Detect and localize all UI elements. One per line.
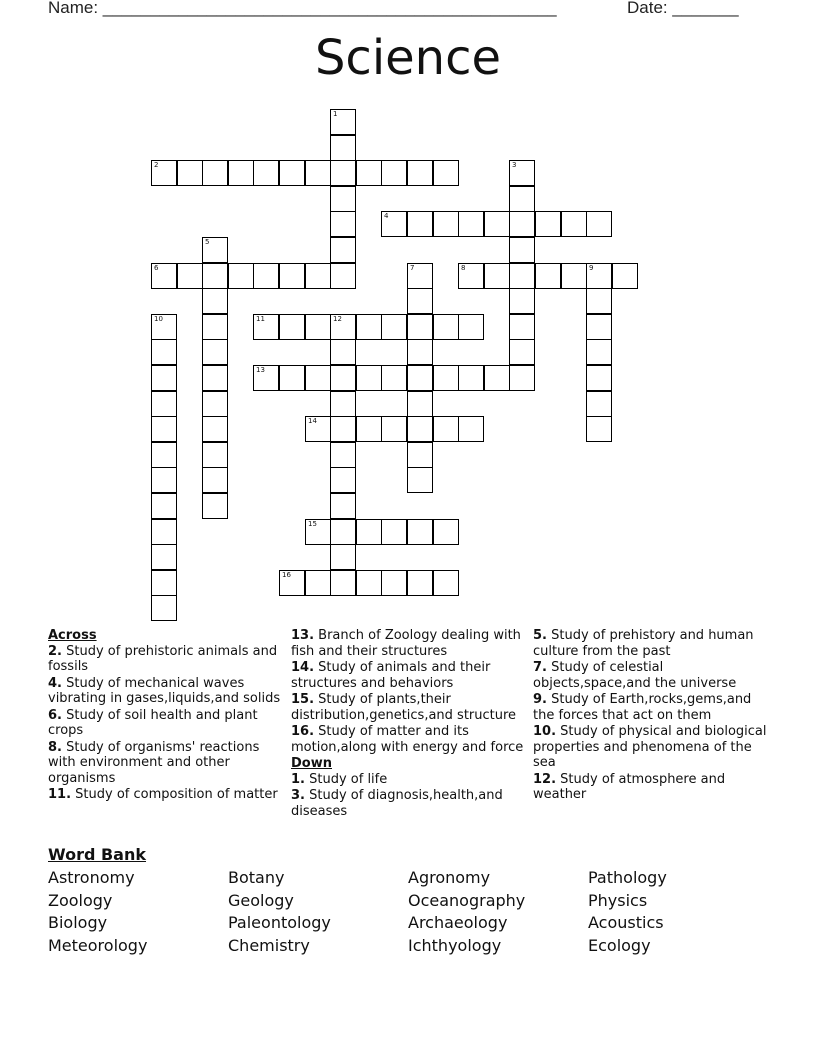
- clues-column-3: [533, 628, 769, 804]
- clue-number: 15: [308, 520, 317, 528]
- grid-cell[interactable]: [586, 339, 612, 365]
- grid-cell[interactable]: [356, 365, 382, 391]
- grid-cell[interactable]: [279, 314, 305, 340]
- word-bank-word: Physics: [588, 891, 648, 910]
- clue-number: 9: [589, 264, 594, 272]
- across-clue: [291, 628, 527, 659]
- grid-cell[interactable]: [356, 570, 382, 596]
- grid-cell[interactable]: [151, 442, 177, 468]
- grid-cell[interactable]: [509, 263, 535, 289]
- grid-cell[interactable]: [330, 186, 356, 212]
- clue-number: 6: [154, 264, 159, 272]
- clue-number: 1: [333, 110, 338, 118]
- grid-cell[interactable]: [151, 519, 177, 545]
- grid-cell[interactable]: [202, 442, 228, 468]
- down-clue: [533, 628, 769, 659]
- clue-num: 2.: [48, 643, 62, 659]
- grid-cell[interactable]: [330, 544, 356, 570]
- grid-cell[interactable]: [305, 160, 331, 186]
- grid-cell[interactable]: [381, 519, 407, 545]
- clues-column-1: [48, 628, 284, 804]
- grid-cell[interactable]: [484, 365, 510, 391]
- grid-cell[interactable]: [586, 263, 612, 289]
- grid-cell[interactable]: [202, 391, 228, 417]
- word-bank-word: Oceanography: [408, 891, 526, 910]
- grid-cell[interactable]: [407, 467, 433, 493]
- clue-text: Study of plants,their distribution,genetics,and structure: [291, 692, 517, 723]
- grid-cell[interactable]: [356, 416, 382, 442]
- grid-cell[interactable]: [330, 263, 356, 289]
- grid-cell[interactable]: [228, 160, 254, 186]
- word-bank-word: Chemistry: [228, 936, 310, 955]
- grid-cell[interactable]: [202, 160, 228, 186]
- clue-number: 14: [308, 417, 317, 425]
- grid-cell[interactable]: [381, 314, 407, 340]
- grid-cell[interactable]: [458, 314, 484, 340]
- clue-text: Study of mechanical waves vibrating in gases,liquids,and solids: [48, 675, 281, 706]
- across-clue: [291, 660, 527, 691]
- across-clue: [48, 644, 284, 675]
- word-bank-word: Ichthyology: [408, 936, 502, 955]
- grid-cell[interactable]: [484, 211, 510, 237]
- word-bank-word: Botany: [228, 868, 285, 887]
- clue-num: 14.: [291, 660, 315, 675]
- grid-cell[interactable]: [253, 263, 279, 289]
- grid-cell[interactable]: [381, 160, 407, 186]
- grid-cell[interactable]: [433, 365, 459, 391]
- clue-text: Study of prehistory and human culture from the past: [533, 628, 754, 659]
- grid-cell[interactable]: [279, 263, 305, 289]
- clue-num: 13.: [291, 628, 315, 643]
- clue-num: 11.: [48, 787, 72, 802]
- word-bank-word: Pathology: [588, 868, 667, 887]
- clue-num: 10.: [533, 724, 557, 739]
- clues-column-2: [291, 628, 527, 820]
- grid-cell[interactable]: [330, 570, 356, 596]
- grid-cell[interactable]: [433, 416, 459, 442]
- grid-cell[interactable]: [586, 288, 612, 314]
- grid-cell[interactable]: [356, 519, 382, 545]
- clue-number: 5: [205, 238, 210, 246]
- clue-text: Study of atmosphere and weather: [533, 771, 726, 802]
- across-clue: [291, 724, 527, 755]
- grid-cell[interactable]: [330, 416, 356, 442]
- clue-num: 5.: [533, 628, 547, 643]
- word-bank-word: Agronomy: [408, 868, 491, 887]
- clue-text: Study of matter and its motion,along with energy and force: [291, 724, 524, 755]
- word-bank-word: Paleontology: [228, 913, 331, 932]
- grid-cell[interactable]: [177, 263, 203, 289]
- grid-cell[interactable]: [458, 416, 484, 442]
- grid-cell[interactable]: [509, 314, 535, 340]
- grid-cell[interactable]: [202, 263, 228, 289]
- clue-text: Branch of Zoology dealing with fish and their structures: [291, 628, 521, 659]
- grid-cell[interactable]: [177, 160, 203, 186]
- clue-text: Study of prehistoric animals and fossils: [48, 643, 278, 674]
- grid-cell[interactable]: [279, 160, 305, 186]
- grid-cell[interactable]: [202, 288, 228, 314]
- clue-number: 2: [154, 161, 159, 169]
- clue-number: 3: [512, 161, 517, 169]
- grid-cell[interactable]: [151, 160, 177, 186]
- grid-cell[interactable]: [509, 237, 535, 263]
- grid-cell[interactable]: [151, 391, 177, 417]
- grid-cell[interactable]: [202, 314, 228, 340]
- across-clue: [48, 676, 284, 707]
- word-bank-word: Astronomy: [48, 868, 135, 887]
- grid-cell[interactable]: [407, 570, 433, 596]
- grid-cell[interactable]: [433, 160, 459, 186]
- grid-cell[interactable]: [407, 263, 433, 289]
- grid-cell[interactable]: [279, 570, 305, 596]
- grid-cell[interactable]: [561, 211, 587, 237]
- grid-cell[interactable]: [433, 519, 459, 545]
- grid-cell[interactable]: [433, 314, 459, 340]
- clue-text: Study of life: [304, 771, 388, 787]
- down-clue: [291, 788, 527, 819]
- clue-num: 6.: [48, 707, 62, 723]
- across-clue: [48, 787, 284, 803]
- clue-num: 16.: [291, 724, 315, 739]
- grid-cell[interactable]: [407, 442, 433, 468]
- grid-cell[interactable]: [305, 314, 331, 340]
- down-clue: [533, 724, 769, 771]
- clue-number: 13: [256, 366, 265, 374]
- clue-num: 8.: [48, 739, 62, 755]
- clue-number: 4: [384, 212, 389, 220]
- grid-cell[interactable]: [407, 339, 433, 365]
- grid-cell[interactable]: [305, 570, 331, 596]
- grid-cell[interactable]: [330, 391, 356, 417]
- word-bank-word: Acoustics: [588, 913, 664, 932]
- grid-cell[interactable]: [253, 365, 279, 391]
- clue-num: 3.: [291, 788, 305, 803]
- grid-cell[interactable]: [330, 339, 356, 365]
- grid-cell[interactable]: [407, 211, 433, 237]
- grid-cell[interactable]: [330, 135, 356, 161]
- clue-text: Study of celestial objects,space,and the universe: [533, 660, 737, 691]
- down-clue: [533, 772, 769, 803]
- word-bank-word: Zoology: [48, 891, 113, 910]
- grid-cell[interactable]: [253, 160, 279, 186]
- word-bank-word: Archaeology: [408, 913, 508, 932]
- grid-cell[interactable]: [407, 288, 433, 314]
- word-bank-word: Biology: [48, 913, 108, 932]
- grid-cell[interactable]: [305, 519, 331, 545]
- grid-cell[interactable]: [509, 339, 535, 365]
- grid-cell[interactable]: [330, 467, 356, 493]
- down-clue: [533, 660, 769, 691]
- grid-cell[interactable]: [381, 365, 407, 391]
- grid-cell[interactable]: [151, 570, 177, 596]
- clue-number: 8: [461, 264, 466, 272]
- grid-cell[interactable]: [228, 263, 254, 289]
- grid-cell[interactable]: [381, 570, 407, 596]
- grid-cell[interactable]: [509, 288, 535, 314]
- clue-number: 7: [410, 264, 415, 272]
- word-bank-word: Ecology: [588, 936, 651, 955]
- clue-number: 12: [333, 315, 342, 323]
- clue-text: Study of organisms' reactions with environment and other organisms: [48, 739, 260, 786]
- grid-cell[interactable]: [202, 339, 228, 365]
- grid-cell[interactable]: [586, 365, 612, 391]
- grid-cell[interactable]: [305, 263, 331, 289]
- grid-cell[interactable]: [586, 416, 612, 442]
- word-bank-title: Word Bank: [48, 845, 147, 864]
- grid-cell[interactable]: [561, 263, 587, 289]
- clue-text: Study of animals and their structures and behaviors: [291, 660, 491, 691]
- grid-cell[interactable]: [151, 263, 177, 289]
- grid-cell[interactable]: [535, 263, 561, 289]
- down-clue: [291, 772, 527, 788]
- grid-cell[interactable]: [279, 365, 305, 391]
- grid-cell[interactable]: [509, 365, 535, 391]
- clue-num: 4.: [48, 675, 62, 691]
- clue-num: 7.: [533, 660, 547, 675]
- clue-num: 12.: [533, 771, 557, 787]
- grid-cell[interactable]: [202, 493, 228, 519]
- grid-cell[interactable]: [202, 237, 228, 263]
- across-clue: [48, 740, 284, 787]
- word-bank-word: Geology: [228, 891, 294, 910]
- grid-cell[interactable]: [151, 467, 177, 493]
- clue-number: 11: [256, 315, 265, 323]
- grid-cell[interactable]: [458, 263, 484, 289]
- grid-cell[interactable]: [305, 416, 331, 442]
- grid-cell[interactable]: [586, 211, 612, 237]
- grid-cell[interactable]: [407, 314, 433, 340]
- grid-cell[interactable]: [484, 263, 510, 289]
- clue-text: Study of Earth,rocks,gems,and the forces that act on them: [533, 692, 752, 723]
- puzzle-title: Science: [314, 30, 502, 86]
- grid-cell[interactable]: [407, 519, 433, 545]
- grid-cell[interactable]: [330, 365, 356, 391]
- grid-cell[interactable]: [356, 160, 382, 186]
- grid-cell[interactable]: [381, 416, 407, 442]
- across-clue: [291, 692, 527, 723]
- name-line[interactable]: Name: ________________________________________________: [48, 0, 557, 17]
- grid-cell[interactable]: [509, 186, 535, 212]
- grid-cell[interactable]: [612, 263, 638, 289]
- grid-cell[interactable]: [433, 570, 459, 596]
- across-clue: [48, 708, 284, 739]
- grid-cell[interactable]: [381, 211, 407, 237]
- grid-cell[interactable]: [586, 314, 612, 340]
- grid-cell[interactable]: [407, 365, 433, 391]
- grid-cell[interactable]: [330, 519, 356, 545]
- grid-cell[interactable]: [433, 211, 459, 237]
- grid-cell[interactable]: [151, 339, 177, 365]
- grid-cell[interactable]: [330, 237, 356, 263]
- grid-cell[interactable]: [253, 314, 279, 340]
- grid-cell[interactable]: [407, 391, 433, 417]
- clue-number: 16: [282, 571, 291, 579]
- grid-cell[interactable]: [151, 416, 177, 442]
- grid-cell[interactable]: [407, 416, 433, 442]
- grid-cell[interactable]: [151, 544, 177, 570]
- grid-cell[interactable]: [202, 467, 228, 493]
- date-line[interactable]: Date: _______: [627, 0, 739, 17]
- grid-cell[interactable]: [151, 595, 177, 621]
- down-clue: [533, 692, 769, 723]
- grid-cell[interactable]: [535, 211, 561, 237]
- grid-cell[interactable]: [330, 493, 356, 519]
- grid-cell[interactable]: [330, 109, 356, 135]
- down-heading: Down: [291, 756, 332, 771]
- grid-cell[interactable]: [330, 442, 356, 468]
- clue-num: 15.: [291, 692, 315, 707]
- grid-cell[interactable]: [458, 211, 484, 237]
- clue-text: Study of physical and biological properties and phenomena of the sea: [533, 724, 767, 770]
- grid-cell[interactable]: [356, 314, 382, 340]
- clue-num: 9.: [533, 692, 547, 707]
- grid-cell[interactable]: [305, 365, 331, 391]
- grid-cell[interactable]: [151, 314, 177, 340]
- grid-cell[interactable]: [202, 365, 228, 391]
- grid-cell[interactable]: [458, 365, 484, 391]
- clue-text: Study of composition of matter: [71, 787, 278, 802]
- clue-num: 1.: [291, 771, 305, 787]
- grid-cell[interactable]: [330, 211, 356, 237]
- grid-cell[interactable]: [407, 160, 433, 186]
- word-bank-word: Meteorology: [48, 936, 148, 955]
- grid-cell[interactable]: [151, 365, 177, 391]
- clue-text: Study of soil health and plant crops: [48, 707, 258, 738]
- clue-number: 10: [154, 315, 163, 323]
- grid-cell[interactable]: [586, 391, 612, 417]
- across-heading: Across: [48, 628, 97, 643]
- grid-cell[interactable]: [202, 416, 228, 442]
- grid-cell[interactable]: [509, 160, 535, 186]
- grid-cell[interactable]: [330, 160, 356, 186]
- clue-text: Study of diagnosis,health,and diseases: [291, 788, 503, 819]
- grid-cell[interactable]: [509, 211, 535, 237]
- grid-cell[interactable]: [151, 493, 177, 519]
- grid-cell[interactable]: [330, 314, 356, 340]
